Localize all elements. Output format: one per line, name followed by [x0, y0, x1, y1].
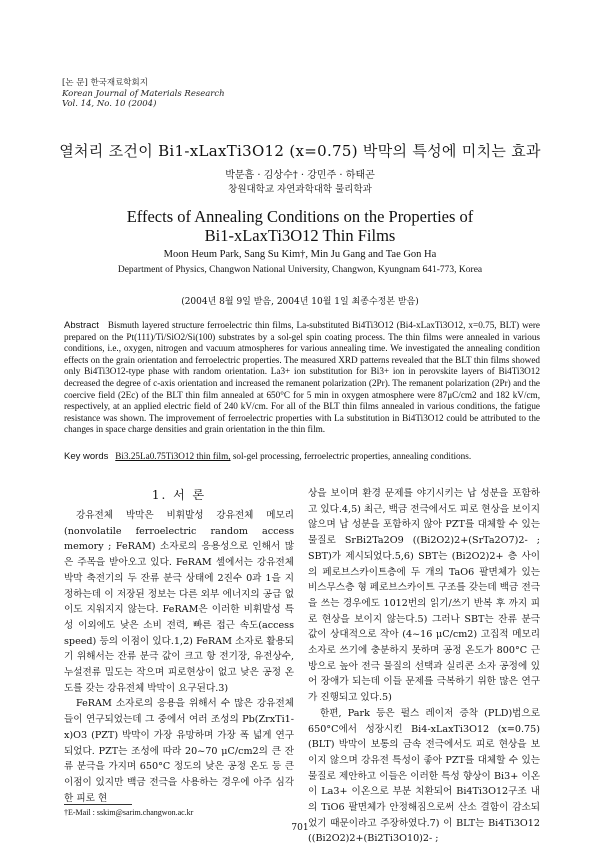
korean-title: 열처리 조건이 Bi1-xLaxTi3O12 (x=0.75) 박막의 특성에 미치는 효과 [59, 142, 541, 160]
keywords [64, 451, 540, 462]
korean-affiliation: 창원대학교 자연과학대학 물리학과 [228, 184, 372, 195]
journal-header-line3: Vol. 14, No. 10 (2004) [62, 99, 157, 109]
received-dates: (2004년 8월 9일 받음, 2004년 10월 1일 최종수정본 받음) [181, 297, 419, 307]
left-paragraph-2: FeRAM 소자로의 응용을 위해서 수 많은 강유전체 들이 연구되었는데 그 중에서 여러 조성의 Pb(ZrxTi1-x)O3 (PZT) 박막이 가장 유망하며 가장 폭 넓게 연구되었다. PZT는 조성에 따라 20~70 μC/cm2의 큰 잔류 분극을 가지며 650°C 정도의 낮은 공정 온도 등 큰 이점이 있지만 백금 전극을 사용하는 경우에 아주 심각한 피로 현 [64, 698, 294, 804]
english-title-line2: Bi1-xLaxTi3O12 Thin Films [204, 226, 396, 245]
keywords-rest: sol-gel processing, ferroelectric properties, annealing conditions. [230, 451, 472, 461]
english-title [0, 207, 600, 245]
footnote-email: †E-Mail : sskim@sarim.changwon.ac.kr [64, 808, 194, 817]
korean-authors: 박문흠 · 김상수† · 강민주 · 하태곤 [225, 170, 375, 181]
right-paragraph-2: 한편, Park 등은 펄스 레이저 증착 (PLD)법으로 650°C에서 성장시킨 Bi4-xLaxTi3O12 (x=0.75) (BLT) 박막이 보통의 금속 전극에서도 피로 현상을 보이지 않으며 강유전 특성이 좋아 PZT를 대체할 수 있는 물질로 제안하고 이들은 이러한 특성 향상이 Bi3+ 이온이 La3+ 이온으로 부분 치환되어 Bi4Ti3O12구조 내의 TiO6 팔면체가 안정해짐으로써 산소 결함이 감소되었기 때문이라고 주장하였다.7) 이 BLT는 Bi4Ti3O12 ((Bi2O2)2+(Bi2Ti3O10)2- ; [308, 707, 540, 845]
right-column [308, 486, 540, 847]
footnote-rule [64, 804, 132, 805]
keywords-label: Key words [64, 451, 109, 462]
abstract-label: Abstract [64, 320, 99, 331]
english-authors: Moon Heum Park, Sang Su Kim†, Min Ju Gang and Tae Gon Ha [163, 249, 437, 260]
abstract-text: Bismuth layered structure ferroelectric thin films, La-substituted Bi4Ti3O12 (Bi4-xLaxTi3O12, x=0.75, BLT) were prepared on the Pt(111)/Ti/SiO2/Si(100) substrates by a sol-gel spin coating process. The thin films were annealed in various conditions, i.e., oxygen, nitrogen and vacuum atmospheres for various annealing time. We investigated the annealing condition effects on the grain orientation and ferroelectric properties. The measured XRD patterns revealed that the BLT thin films showed only Bi4Ti3O12-type phase with random orientation. La3+ ion substitution for Bi3+ ion in perovskite layers of Bi4Ti3O12 decreased the degree of c-axis orientation and increased the remanent polarization (2Pr). The remanent polarization (2Pr) and the coercive field (2Ec) of the BLT thin film annealed at 650°C for 5 min in oxygen atmosphere were 87μC/cm2 and 182 kV/cm, respectively, at an applied electric field of 240 kV/cm. For all of the BLT thin films annealed in various conditions, the fatigue resistance was shown. The improvement of ferroelectric properties with La substitution in Bi4Ti3O12 could be attributed to the changes in space charge densities and grain orientation in the thin film. [64, 320, 540, 435]
right-paragraph-1: 상을 보이며 환경 문제를 야기시키는 납 성분을 포함하고 있다.4,5) 최근, 백금 전극에서도 피로 현상을 보이지 않으며 납 성분을 포함하지 않아 PZT를 대체할 수 있는 물질로 SrBi2Ta2O9 ((Bi2O2)2+(SrTa2O7)2- ; SBT)가 제시되었다.5,6) SBT는 (Bi2O2)2+ 층 사이의 페로브스카이트층에 두 개의 TaO6 팔면체가 있는 비스무스층 형 페로브스카이트 구조를 갖는데 백금 전극을 쓰는 경우에도 1012번의 읽기/쓰기 반복 후 까지 피로 현상을 보이지 않는다.5) 그러나 SBT는 잔류 분극 값이 상대적으로 작아 (4~16 μC/cm2) 고집적 메모리 소자로 쓰기에 충분하지 못하며 공정 온도가 800°C 근방으로 높아 전극 물질의 선택과 실리콘 소자 공정에 있어 장애가 되는데 이들 문제를 극복하기 위한 많은 연구가 진행되고 있다.5) [308, 488, 540, 704]
english-affiliation: Department of Physics, Changwon National University, Changwon, Kyungnam 641-773, Korea [117, 265, 483, 275]
section-heading: 1. 서 론 [151, 488, 207, 502]
journal-header-line1: [논 문] 한국재료학회지 [62, 78, 148, 88]
journal-header-line2: Korean Journal of Materials Research [62, 88, 225, 99]
english-title-line1: Effects of Annealing Conditions on the Properties of [126, 207, 474, 226]
keywords-underlined: Bi3.25La0.75Ti3O12 thin film, [115, 451, 231, 461]
abstract [64, 320, 540, 436]
page-number: 701 [291, 823, 309, 833]
journal-header [62, 78, 225, 110]
left-column [64, 508, 294, 806]
left-paragraph-1: 강유전체 박막은 비휘발성 강유전체 메모리(nonvolatile ferroelectric random access memory ; FeRAM) 소자로의 응용성으로 인해서 많은 주목을 받아오고 있다. FeRAM 셀에서는 강유전체 박막 축전기의 두 잔류 분극 상태에 2진수 0과 1을 지정하는데 이 저장된 정보는 다른 외부 에너지의 공급 없이도 지워지지 않는다. FeRAM은 이러한 비휘발성 특성 이외에도 낮은 소비 전력, 빠른 접근 속도(access speed) 등의 이점이 있다.1,2) FeRAM 소자로 활용되기 위해서는 잔류 분극 값이 크고 항 전기장, 유전상수, 누설전류 밀도는 작으며 피로현상이 없고 낮은 공정 온도를 갖는 강유전체 박막이 요구된다.3) [64, 510, 294, 694]
